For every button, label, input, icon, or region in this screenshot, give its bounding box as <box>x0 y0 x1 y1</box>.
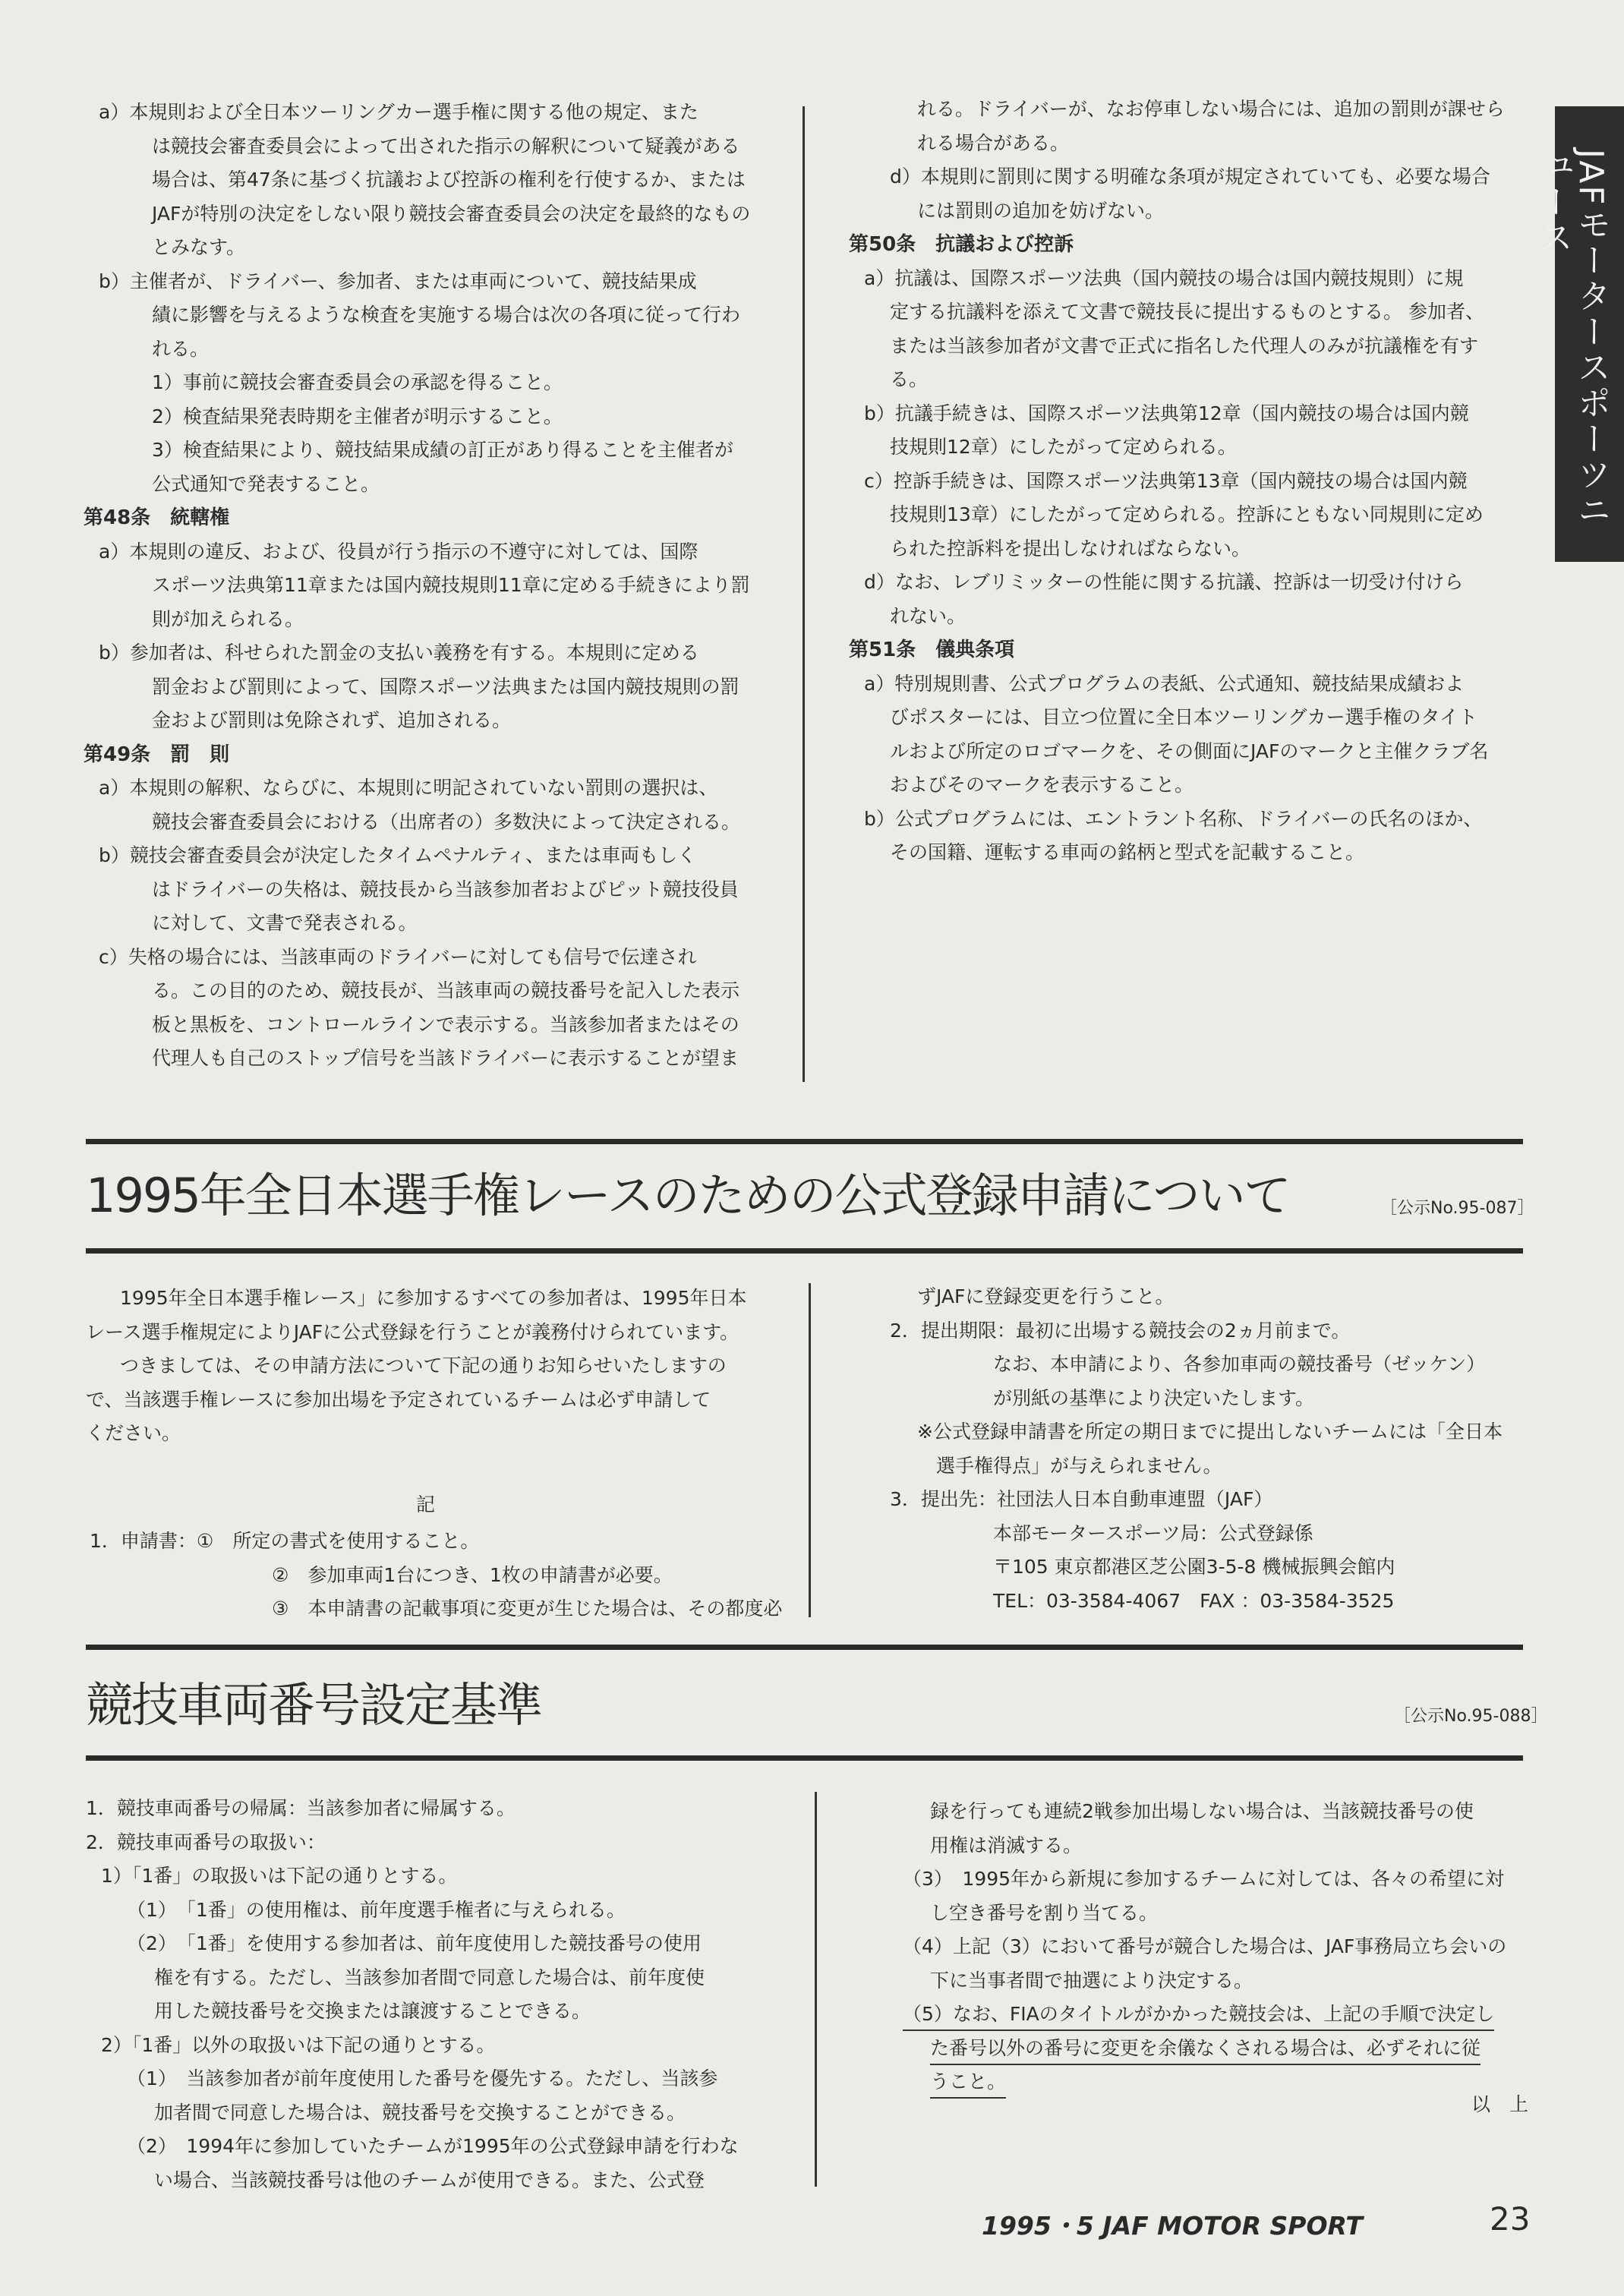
text-line: c）失格の場合には、当該車両のドライバーに対しても信号で伝達され <box>99 945 697 968</box>
side-tab-label: JAFモータースポーツニュース <box>1534 149 1610 528</box>
text-line: 加者間で同意した場合は、競技番号を交換することができる。 <box>154 2101 686 2124</box>
text-line: その国籍、運転する車両の銘柄と型式を記載すること。 <box>890 841 1365 863</box>
article-heading: 第48条 統轄権 <box>84 506 230 529</box>
page-number: 23 <box>1490 2200 1531 2238</box>
text-line: はドライバーの失格は、競技長から当該参加者およびピット競技役員 <box>152 878 739 900</box>
text-line <box>862 1998 1537 2032</box>
text-line: 績に影響を与えるような検査を実施する場合は次の各項に従って行わ <box>152 304 741 326</box>
text-line: が別紙の基準により決定いたします。 <box>917 1386 1315 1409</box>
text-line: d）なお、レブリミッターの性能に関する抗議、控訴は一切受け付けら <box>864 571 1464 593</box>
text-line: には罰則の追加を妨げない。 <box>917 199 1165 222</box>
section-side-tab <box>1534 106 1624 562</box>
text-line: 本部モータースポーツ局：公式登録係 <box>917 1522 1313 1544</box>
column-divider <box>815 1792 817 2187</box>
section-rule-bottom <box>86 1248 1523 1254</box>
text-line: 板と黒板を、コントロールラインで表示する。当該参加者またはその <box>152 1013 739 1036</box>
underlined-text: うこと。 <box>930 2067 1006 2099</box>
text-line: 技規則13章）にしたがって定められる。控訴にともない同規則に定め <box>890 503 1484 525</box>
text-line: 用権は消滅する。 <box>930 1834 1083 1856</box>
registration-right-column <box>849 1280 1532 1618</box>
text-line: 定する抗議料を添えて文書で競技長に提出するものとする。 参加者、 <box>890 301 1484 323</box>
text-line: c）控訴手続きは、国際スポーツ法典第13章（国内競技の場合は国内競 <box>864 469 1468 492</box>
underlined-text: （5）なお、FIAのタイトルがかかった競技会は、上記の手順で決定し <box>903 1999 1494 2031</box>
text-line: 選手権得点」が与えられません。 <box>917 1454 1222 1477</box>
text-line: 技規則12章）にしたがって定められる。 <box>890 436 1237 458</box>
registration-notice-number: ［公示No.95-087］ <box>1380 1199 1534 1218</box>
text-line: れない。 <box>890 604 967 627</box>
article-heading: 第51条 儀典条項 <box>849 639 1015 661</box>
text-line: 場合は、第47条に基づく抗議および控訴の権利を行使するか、または <box>152 169 746 191</box>
registration-items-column <box>90 1525 803 1626</box>
text-line: 下に当事者間で抽選により決定する。 <box>930 1969 1253 1992</box>
car-number-right-column <box>862 1795 1537 2099</box>
text-line: b）抗議手続きは、国際スポーツ法典第12章（国内競技の場合は国内競 <box>864 402 1469 424</box>
text-line: る。 <box>890 368 929 390</box>
car-number-title: 競技車両番号設定基準 <box>86 1677 542 1733</box>
regulations-left-column <box>84 96 782 1076</box>
text-line: 権を有する。ただし、当該参加者間で同意した場合は、前年度使 <box>154 1966 705 1988</box>
underlined-text: た番号以外の番号に変更を余儀なくされる場合は、必ずそれに従 <box>930 2033 1481 2065</box>
text-line: 1）「1番」の取扱いは下記の通りとする。 <box>101 1865 458 1887</box>
text-line: または当該参加者が文書で正式に指名した代理人のみが抗議権を有す <box>890 334 1479 357</box>
text-line: レース選手権規定によりJAFに公式登録を行うことが義務付けられています。 <box>86 1320 739 1343</box>
text-line: とみなす。 <box>152 236 246 258</box>
text-line: （4）上記（3）において番号が競合した場合は、JAF事務局立ち会いの <box>903 1935 1507 1957</box>
article-heading: 第50条 抗議および控訴 <box>849 233 1074 256</box>
text-line: は競技会審査委員会によって出された指示の解釈について疑義がある <box>152 134 740 157</box>
text-line: なお、本申請により、各参加車両の競技番号（ゼッケン） <box>917 1353 1486 1375</box>
text-line: れる。 <box>152 337 210 360</box>
text-line: a）特別規則書、公式プログラムの表紙、公式通知、競技結果成績およ <box>864 672 1465 695</box>
regulations-right-column <box>849 93 1532 870</box>
text-line: 2．提出期限：最初に出場する競技会の2ヵ月前まで。 <box>890 1319 1351 1342</box>
text-line: れる。ドライバーが、なお停車しない場合には、追加の罰則が課せら <box>917 98 1505 120</box>
text-line: （1） 「1番」の使用権は、前年度選手権者に与えられる。 <box>127 1898 626 1921</box>
registration-left-column <box>86 1282 799 1451</box>
text-line: 代理人も自己のストップ信号を当該ドライバーに表示することが望ま <box>152 1047 739 1069</box>
text-line: られた控訴料を提出しなければならない。 <box>890 537 1251 560</box>
text-line: い場合、当該競技番号は他のチームが使用できる。また、公式登 <box>154 2168 705 2191</box>
text-line: b）主催者が、ドライバー、参加者、または車両について、競技結果成 <box>99 270 697 292</box>
text-line: b）競技会審査委員会が決定したタイムペナルティ、または車両もしく <box>99 844 697 866</box>
text-line: 2）「1番」以外の取扱いは下記の通りとする。 <box>101 2033 496 2056</box>
section-rule-top <box>86 1139 1523 1144</box>
text-line: 3．提出先：社団法人日本自動車連盟（JAF） <box>890 1488 1273 1510</box>
section-rule-top <box>86 1645 1523 1650</box>
text-line: 則が加えられる。 <box>152 607 304 630</box>
text-line: JAFが特別の決定をしない限り競技会審査委員会の決定を最終的なもの <box>152 202 751 225</box>
article-heading: 第49条 罰 則 <box>84 743 230 766</box>
text-line: ください。 <box>86 1422 181 1444</box>
text-line: ※公式登録申請書を所定の期日までに提出しないチームには「全日本 <box>917 1421 1503 1443</box>
text-line: a）抗議は、国際スポーツ法典（国内競技の場合は国内競技規則）に規 <box>864 266 1464 289</box>
column-divider <box>809 1283 811 1617</box>
closing-mark: 以 上 <box>1471 2093 1529 2115</box>
notice-ki-marker: 記 <box>416 1493 436 1515</box>
text-line: （2） 「1番」を使用する参加者は、前年度使用した競技番号の使用 <box>127 1932 702 1954</box>
text-line: （1） 当該参加者が前年度使用した番号を優先する。ただし、当該参 <box>127 2067 718 2089</box>
text-line: 2）検査結果発表時期を主催者が明示すること。 <box>152 405 563 427</box>
text-line: 1．競技車両番号の帰属：当該参加者に帰属する。 <box>86 1797 516 1819</box>
text-line: 1）事前に競技会審査委員会の承認を得ること。 <box>152 371 563 393</box>
text-line: れる場合がある。 <box>917 131 1070 154</box>
text-line: 競技会審査委員会における（出席者の）多数決によって決定される。 <box>152 810 741 833</box>
text-line: つきましては、その申請方法について下記の通りお知らせいたしますの <box>101 1355 727 1377</box>
text-line: る。この目的のため、競技長が、当該車両の競技番号を記入した表示 <box>152 979 740 1001</box>
text-line: 3）検査結果により、競技結果成績の訂正があり得ることを主催者が <box>152 439 733 461</box>
text-line: b）公式プログラムには、エントラント名称、ドライバーの氏名のほか、 <box>864 807 1483 830</box>
text-line: に対して、文書で発表される。 <box>152 912 418 934</box>
text-line: 2．競技車両番号の取扱い： <box>86 1831 326 1853</box>
section-rule-bottom <box>86 1755 1523 1761</box>
text-line: ルおよび所定のロゴマークを、その側面にJAFのマークと主催クラブ名 <box>890 740 1489 762</box>
text-line: ずJAFに登録変更を行うこと。 <box>917 1285 1175 1307</box>
car-number-left-column <box>86 1792 799 2197</box>
text-line: d）本規則に罰則に関する明確な条項が規定されていても、必要な場合 <box>890 166 1490 188</box>
text-line: ② 参加車両1台につき、1枚の申請書が必要。 <box>158 1563 673 1586</box>
text-line: a）本規則および全日本ツーリングカー選手権に関する他の規定、また <box>99 101 698 123</box>
text-line: 用した競技番号を交換または譲渡することできる。 <box>154 2000 591 2022</box>
text-line: およびそのマークを表示すること。 <box>890 774 1194 796</box>
text-line: （2） 1994年に参加していたチームが1995年の公式登録申請を行わな <box>127 2135 739 2157</box>
text-line: 公式通知で発表すること。 <box>152 472 380 495</box>
text-line: 1995年全日本選手権レース」に参加するすべての参加者は、1995年日本 <box>101 1287 747 1309</box>
car-number-notice-number: ［公示No.95-088］ <box>1394 1707 1548 1726</box>
registration-title: 1995年全日本選手権レースのための公式登録申請について <box>86 1168 1290 1223</box>
text-line: びポスターには、目立つ位置に全日本ツーリングカー選手権のタイト <box>890 706 1478 728</box>
text-line: で、当該選手権レースに参加出場を予定されているチームは必ず申請して <box>86 1388 711 1411</box>
text-line: TEL：03-3584-4067 FAX ：03-3584-3525 <box>917 1589 1395 1612</box>
text-line: 金および罰則は免除されず、追加される。 <box>152 709 512 731</box>
text-line: スポーツ法典第11章または国内競技規則11章に定める手続きにより罰 <box>152 574 750 596</box>
text-line: ③ 本申請書の記載事項に変更が生じた場合は、その都度必 <box>158 1597 783 1620</box>
text-line: b）参加者は、科せられた罰金の支払い義務を有する。本規則に定める <box>99 642 699 664</box>
text-line: 録を行っても連続2戦参加出場しない場合は、当該競技番号の使 <box>930 1800 1474 1822</box>
text-line: 1．申請書：① 所定の書式を使用すること。 <box>90 1530 480 1552</box>
text-line: し空き番号を割り当てる。 <box>930 1901 1159 1924</box>
text-line: 罰金および罰則によって、国際スポーツ法典または国内競技規則の罰 <box>152 675 739 698</box>
text-line: （3） 1995年から新規に参加するチームに対しては、各々の希望に対 <box>903 1868 1505 1890</box>
text-line: 〒105 東京都港区芝公園3-5-8 機械振興会館内 <box>917 1556 1395 1578</box>
text-line: a）本規則の違反、および、役員が行う指示の不遵守に対しては、国際 <box>99 540 698 563</box>
text-line <box>862 2065 1537 2099</box>
column-divider <box>803 106 805 1082</box>
footer-issue: 1995・5 JAF MOTOR SPORT <box>982 2211 1363 2241</box>
text-line: a）本規則の解釈、ならびに、本規則に明記されていない罰則の選択は、 <box>99 777 718 799</box>
text-line <box>862 2032 1537 2066</box>
